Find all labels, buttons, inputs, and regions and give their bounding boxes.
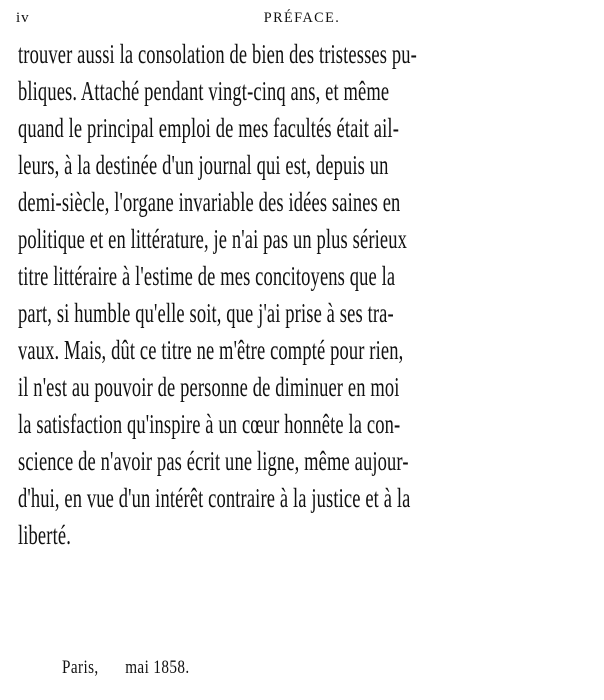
text-line: demi-siècle, l'organe invariable des idées saines en (18, 187, 401, 217)
text-line: il n'est au pouvoir de personne de diminuer en moi (18, 372, 400, 402)
text-line: politique et en littérature, je n'ai pas un plus sérieux (18, 224, 408, 254)
page-header (14, 10, 590, 32)
text-line: la satisfaction qu'inspire à un cœur honnête la con- (18, 409, 401, 439)
text-line: vaux. Mais, dût ce titre ne m'être compté pour rien, (18, 335, 404, 365)
running-title: PRÉFACE. (263, 10, 341, 26)
dateline (62, 657, 190, 679)
preface-body (18, 36, 604, 554)
text-line: d'hui, en vue d'un intérêt contraire à la justice et à la (18, 483, 411, 513)
page-number: iv (16, 10, 30, 26)
text-line: part, si humble qu'elle soit, que j'ai prise à ses tra- (18, 298, 394, 328)
dateline-place: Paris, (62, 657, 99, 678)
text-line: leurs, à la destinée d'un journal qui est, depuis un (18, 150, 389, 180)
text-line: titre littéraire à l'estime de mes concitoyens que la (18, 261, 396, 291)
text-line: quand le principal emploi de mes facultés était ail- (18, 113, 399, 143)
text-line: trouver aussi la consolation de bien des tristesses pu- (18, 39, 417, 69)
text-line: bliques. Attaché pendant vingt-cinq ans, et même (18, 76, 390, 106)
text-line: science de n'avoir pas écrit une ligne, même aujour- (18, 446, 409, 476)
dateline-date: mai 1858. (125, 657, 190, 678)
text-line: liberté. (18, 520, 71, 550)
